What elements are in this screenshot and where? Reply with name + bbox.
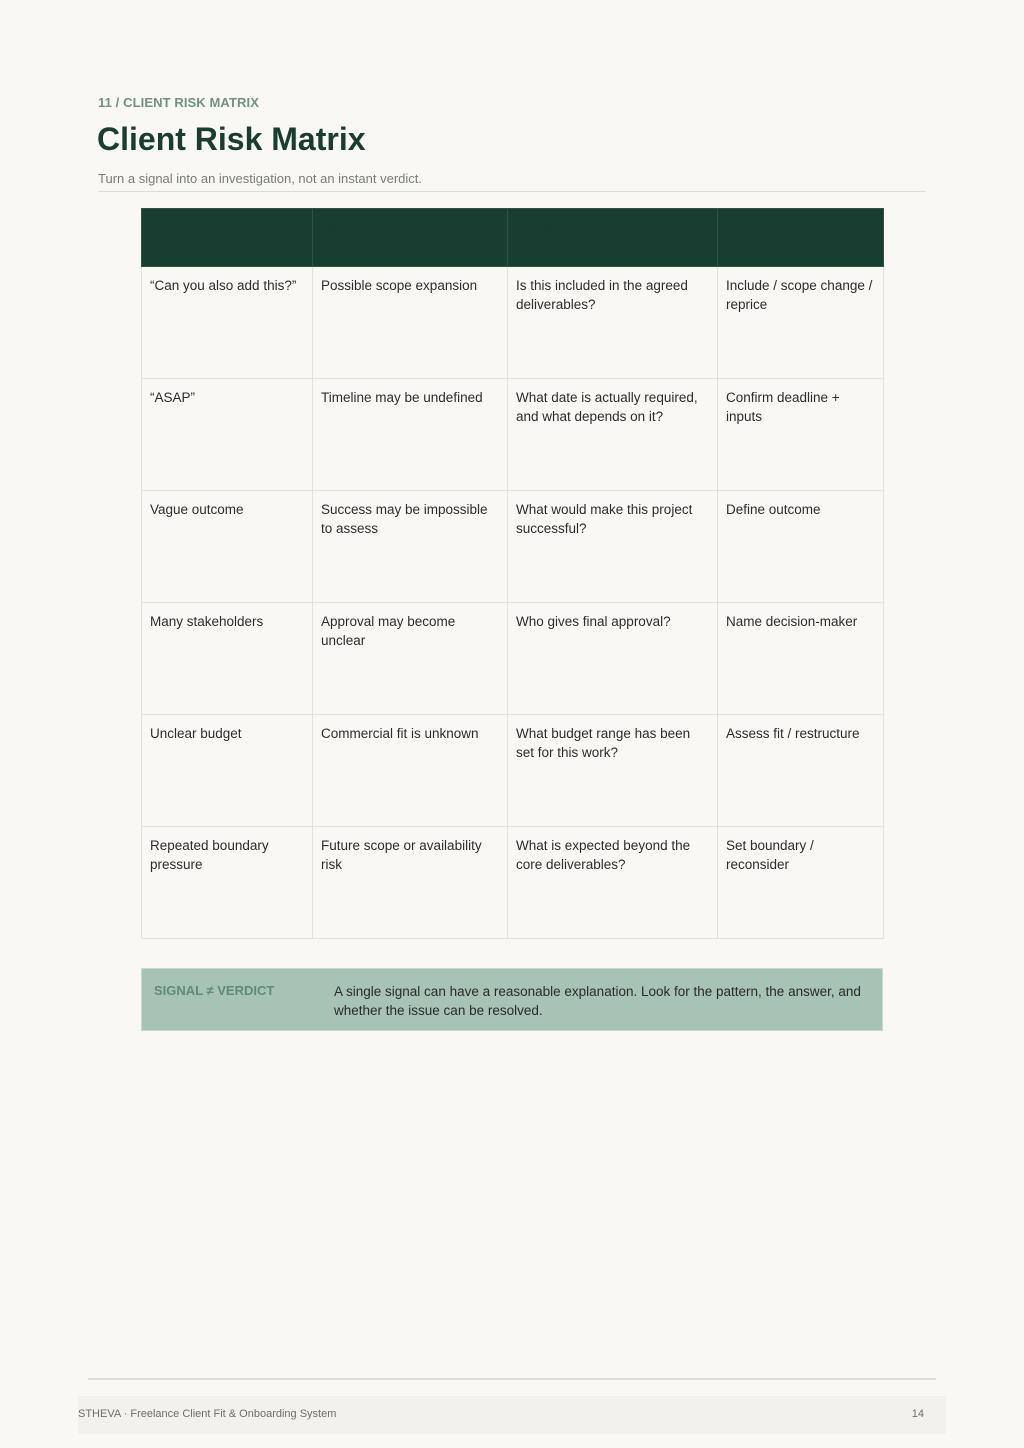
cell-signal: Many stakeholders xyxy=(142,603,313,715)
cell-why-it-matters: Possible scope expansion xyxy=(313,267,508,379)
cell-action: Define outcome xyxy=(718,491,884,603)
cell-question: Is this included in the agreed deliverables? xyxy=(508,267,718,379)
page-title: Client Risk Matrix xyxy=(97,121,366,157)
cell-action: Include / scope change / reprice xyxy=(718,267,884,379)
cell-action: Set boundary / reconsider xyxy=(718,827,884,939)
table-row xyxy=(142,827,884,939)
cell-why-it-matters: Commercial fit is unknown xyxy=(313,715,508,827)
section-eyebrow: 11 / CLIENT RISK MATRIX xyxy=(98,95,259,110)
cell-action: Name decision-maker xyxy=(718,603,884,715)
table-row xyxy=(142,603,884,715)
cell-signal: Repeated boundary pressure xyxy=(142,827,313,939)
cell-question: What would make this project successful? xyxy=(508,491,718,603)
cell-question: Who gives final approval? xyxy=(508,603,718,715)
table-row xyxy=(142,491,884,603)
column-header-action: Action xyxy=(718,209,884,267)
table-row xyxy=(142,379,884,491)
page-footer xyxy=(78,1396,946,1434)
footer-text: STHEVA · Freelance Client Fit & Onboarding System xyxy=(78,1408,337,1420)
cell-why-it-matters: Success may be impossible to assess xyxy=(313,491,508,603)
cell-signal: “Can you also add this?” xyxy=(142,267,313,379)
page-subtitle: Turn a signal into an investigation, not an instant verdict. xyxy=(98,171,422,186)
callout-text: A single signal can have a reasonable explanation. Look for the pattern, the answer, and whether the issue can be resolved. xyxy=(334,984,861,1018)
cell-action: Assess fit / restructure xyxy=(718,715,884,827)
table-header-row xyxy=(142,209,884,267)
cell-action: Confirm deadline + inputs xyxy=(718,379,884,491)
title-divider xyxy=(98,191,926,192)
risk-matrix-table xyxy=(141,208,884,939)
page-number: 14 xyxy=(911,1408,924,1420)
callout-label: SIGNAL ≠ VERDICT xyxy=(154,983,275,998)
column-header-signal: Signal xyxy=(142,209,313,267)
column-header-question: Question xyxy=(508,209,718,267)
cell-signal: Unclear budget xyxy=(142,715,313,827)
cell-question: What date is actually required, and what depends on it? xyxy=(508,379,718,491)
table-row xyxy=(142,267,884,379)
cell-question: What budget range has been set for this work? xyxy=(508,715,718,827)
column-header-why-it-matters: Why it matters xyxy=(313,209,508,267)
footer-divider xyxy=(88,1378,936,1380)
cell-signal: Vague outcome xyxy=(142,491,313,603)
signal-verdict-callout xyxy=(141,968,883,1031)
cell-why-it-matters: Future scope or availability risk xyxy=(313,827,508,939)
cell-question: What is expected beyond the core deliverables? xyxy=(508,827,718,939)
cell-why-it-matters: Timeline may be undefined xyxy=(313,379,508,491)
cell-why-it-matters: Approval may become unclear xyxy=(313,603,508,715)
table-row xyxy=(142,715,884,827)
cell-signal: “ASAP” xyxy=(142,379,313,491)
